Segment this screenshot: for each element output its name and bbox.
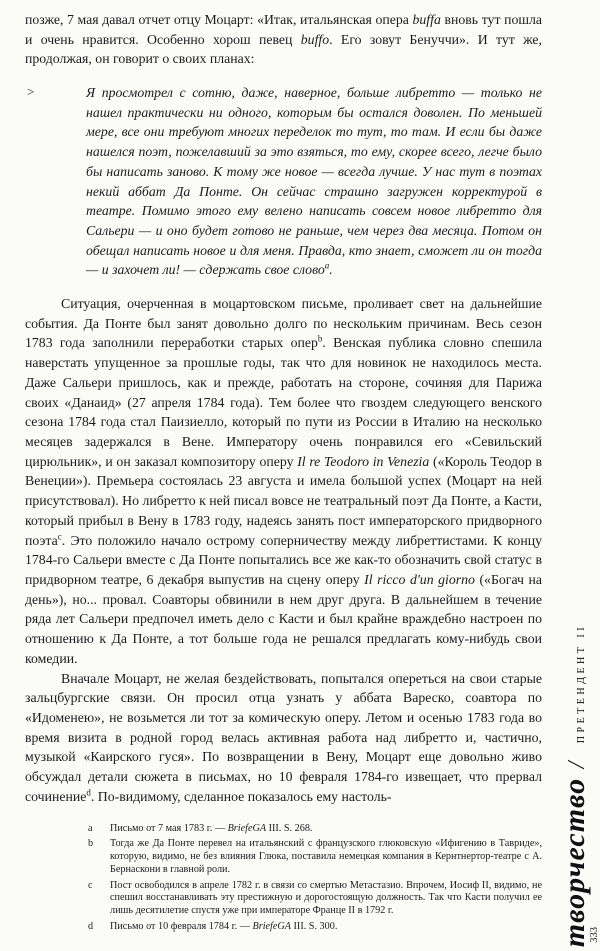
footnotes — [25, 823, 542, 934]
footnote-text: Пост освободился в апреле 1782 г. в связи со смертью Метастазио. Впрочем, Иосиф II, видимо, не спешил восстанавливать эту престижную и дорогостоящую должность. Так что Касти получил ее лишь десятилетие спустя уже при императоре Франце II в 1792 г. — [110, 879, 542, 917]
footnote-label: a — [88, 822, 93, 834]
block-quote — [25, 83, 542, 280]
quote-text: Я просмотрел с сотню, даже, наверное, больше либретто — только не нашел практически ни одного, которым бы остался доволен. По меньшей мере, все они требуют многих переделок то тут, то там. И если бы даже нашелся поэт, пожелавший за это взяться, то ему, скорее всего, легче было бы написать заново. К тому же новое — всегда лучше. У нас тут в поэтах некий аббат Да Понте. Он сейчас страшно загружен корректурой в театре. Помимо этого ему велено написать совсем новое либретто для Сальери — и оно будет готово не раньше, чем через два месяца. Потом он обещал написать новое и для меня. Правда, кто знает, сможет ли он тогда — и захочет ли! — сдержать свое слово$^a$. — [86, 84, 542, 278]
paragraph-mozart-plans: Вначале Моцарт, не желая бездействовать, попытался опереться на свои старые зальцбургские связи. Он просил отца узнать у аббата Вареско, соавтора по «Идоменею», не возьмется ли тот за комическую оперу. Летом и осенью 1783 года во время визита в родной город велась активная работа над либретто и, частично, музыкой «Каирского гуся». По возвращении в Вену, Моцарт еще довольно живо обсуждал детали сюжета в письмах, но 10 февраля 1784-го извещает, что прервал сочинение$^d$. По-видимому, сделанное показалось ему настоль- — [25, 670, 542, 804]
footnote-label: c — [88, 879, 93, 891]
chapter-title: ПРЕТЕНДЕНТ II — [576, 623, 587, 744]
running-title-separator: / — [564, 761, 590, 768]
footnote-c — [88, 880, 542, 918]
footnote-d — [88, 921, 542, 934]
footnote-text: Письмо от 10 февраля 1784 г. — BriefeGA III. S. 300. — [110, 920, 338, 932]
footnote-a — [88, 823, 542, 836]
footnote-text: Письмо от 7 мая 1783 г. — BriefeGA III. S. 268. — [110, 822, 313, 834]
section-title: творчество — [558, 777, 591, 947]
paragraph-situation: Ситуация, очерченная в моцартовском письме, проливает свет на дальнейшие события. Да Понте был занят довольно долго по нескольким причинам. Весь сезон 1783 года заполнили переработки старых опер$^b$. Венская публика словно спешила наверстать упущенное за прошлые годы, так что для новинок не находилось места. Даже Сальери пришлось, как и прежде, работать на стороне, сочиняя для Парижа своих «Данаид» (27 апреля 1784 года). Тем более что гвоздем следующего венского сезона 1784 года стал Паизиелло, который по пути из России в Италию на несколько месяцев задержался в Вене. Императору очень понравился его «Севильский цирюльник», и он заказал композитору оперу Il re Teodoro in Venezia («Король Теодор в Венеции»). Премьера состоялась 23 августа и имела большой успех (Моцарт на ней присутствовал). Но либретто к ней писал вовсе не театральный поэт Да Понте, а Касти, который прибыл в Вену в 1783 году, надеясь занять пост императорского придворного поэта$^c$. Это положило начало острому соперничеству между либреттистами. К концу 1784-го Сальери вместе с Да Понте попытались все же как-то обозначить свой статус в придворном театре, 6 декабря выпустив на сцену оперу Il ricco d'un giorno («Богач на день»), но... провал. Соавторы обвинили в нем друг друга. В дальнейшем в течение ряда лет Сальери предпочел иметь дело с Касти и был крайне враждебно настроен по отношению к Да Понте, а тот больше года не решался предлагать кому-нибудь свои комедии. — [25, 295, 543, 666]
footnote-text: Тогда же Да Понте перевел на итальянский с французского глюковскую «Ифигению в Тавриде», которую, видимо, не без влияния Глюка, поставила немецкая компания в Кернтнертор-театре с А. Бернаскони в главной роли. — [110, 838, 542, 875]
footnote-label: d — [88, 920, 94, 932]
margin-running-title — [558, 616, 592, 947]
footnote-b — [88, 838, 542, 876]
footnote-label: b — [88, 838, 94, 850]
page-number: 333 — [589, 927, 600, 943]
paragraph-opening: позже, 7 мая давал отчет отцу Моцарт: «Итак, итальянская опера buffa вновь тут пошла и очень нравится. Особенно хорош певец buffo. Его зовут Бенуччи». И тут же, продолжая, он говорит о своих планах: — [25, 12, 543, 67]
text-column — [25, 10, 542, 937]
quote-marker: > — [27, 83, 35, 99]
